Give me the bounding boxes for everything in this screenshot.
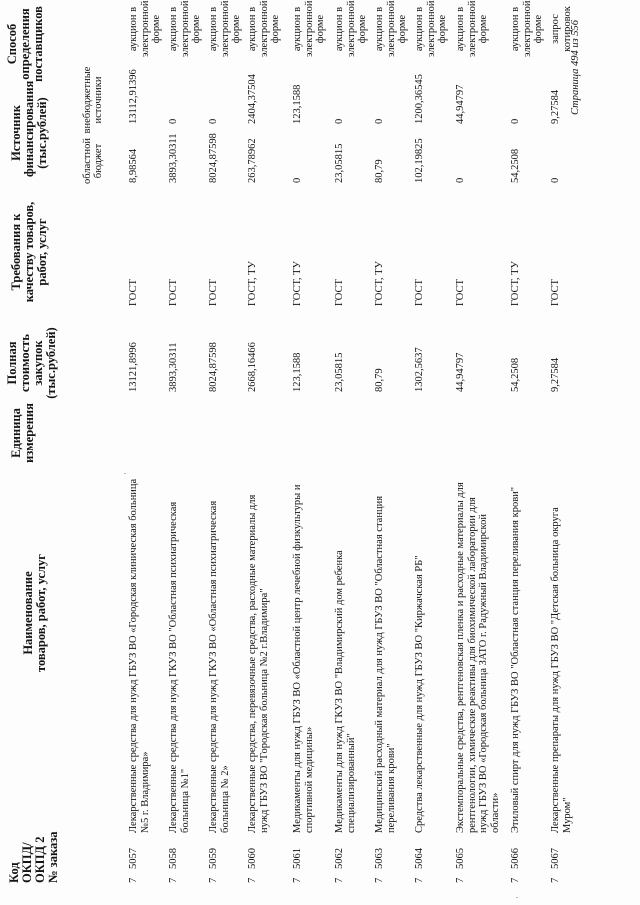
header-cost: Полная стоимость закупок (тыс.рублей)	[5, 327, 58, 399]
cell-name: Медикаменты для нужд ГКУЗ ВО "Владимирский дом ребенка специализированный"	[334, 550, 357, 833]
cell-method: аукцион в электронной форме	[334, 0, 368, 57]
cell-quality: ГОСТ	[128, 279, 139, 306]
cell-cost: 2668,16466	[247, 342, 258, 392]
cell-regional: 8,98564	[128, 148, 139, 183]
cell-cost: 13121,8996	[128, 342, 139, 392]
cell-okpd: 7	[550, 877, 561, 883]
cell-order: 5064	[414, 848, 425, 869]
cell-quality: ГОСТ	[455, 279, 466, 306]
cell-cost: 3893,30311	[168, 342, 179, 392]
scan-speck: ·	[512, 896, 522, 899]
cell-order: 5059	[208, 848, 219, 869]
cell-quality: ГОСТ, ТУ	[292, 261, 303, 306]
cell-extra: 123,1588	[292, 84, 303, 124]
cell-extra: 13112,91396	[128, 69, 139, 124]
header-source-extra: внебюджетные источники	[82, 66, 104, 134]
cell-regional: 0	[455, 177, 466, 183]
cell-cost: 54,2508	[510, 357, 521, 392]
cell-quality: ГОСТ, ТУ	[374, 261, 385, 306]
cell-order: 5062	[334, 848, 345, 869]
cell-quality: ГОСТ, ТУ	[247, 261, 258, 306]
cell-name: Экстемпоральные средства, рентгеновская пленка и расходные материалы для рентгенологии, химические реактивы для биохимической лаборатории для нужд ГБУЗ ВО «Городская больница ЗАТО г. Радужный Владимирской области»	[455, 482, 501, 833]
cell-name: Медикаменты для нужд ГБУЗ ВО «Областной центр лечебной физкультуры и спортивной медицины»	[292, 484, 315, 833]
cell-regional: 54,2508	[510, 148, 521, 183]
cell-quality: ГОСТ	[208, 279, 219, 306]
cell-cost: 44,94797	[455, 352, 466, 392]
cell-method: аукцион в электронной форме	[414, 0, 448, 57]
header-quality: Требования к качеству товаров, работ, услуг	[9, 201, 49, 303]
cell-order: 5063	[374, 848, 385, 869]
cell-quality: ГОСТ	[414, 279, 425, 306]
header-source-regional: областной бюджет	[82, 138, 104, 184]
cell-method: аукцион в электронной форме	[374, 0, 408, 57]
cell-order: 5066	[510, 848, 521, 869]
cell-method: аукцион в электронной форме	[168, 0, 202, 57]
cell-extra: 0	[510, 118, 521, 124]
cell-regional: 263,78962	[247, 138, 258, 183]
cell-order: 5060	[247, 848, 258, 869]
cell-quality: ГОСТ, ТУ	[510, 261, 521, 306]
cell-method: аукцион в электронной форме	[247, 0, 281, 57]
cell-extra: 44,94797	[455, 84, 466, 124]
page-number: Страница 494 из 556	[570, 19, 581, 115]
cell-order: 5061	[292, 848, 303, 869]
cell-extra: 0	[168, 118, 179, 124]
cell-cost: 23,05815	[334, 352, 345, 392]
cell-method: аукцион в электронной форме	[208, 0, 242, 57]
cell-okpd: 7	[374, 877, 385, 883]
cell-extra: 0	[208, 118, 219, 124]
cell-name: Лекарственные препараты для нужд ГБУЗ ВО "Детская больница округа Муром"	[550, 507, 573, 833]
cell-cost: 1302,5637	[414, 347, 425, 392]
header-code	[8, 813, 60, 883]
cell-extra: 0	[334, 118, 345, 124]
header-unit: Единица измерения	[9, 403, 36, 463]
scan-speck: ·	[120, 472, 130, 475]
cell-name: Средства лекарственные для нужд ГБУЗ ВО "Киржачская РБ"	[414, 555, 425, 833]
header-method: Способ определения поставщиков	[5, 6, 45, 82]
cell-method: аукцион в электронной форме	[510, 0, 544, 57]
cell-name: Лекарственные средства для нужд ГБУЗ ВО «Городская клиническая больница №5 г. Владимира»	[128, 478, 151, 833]
cell-cost: 8024,87598	[208, 342, 219, 392]
cell-regional: 3893,30311	[168, 133, 179, 183]
header-code-line: № заказа	[46, 831, 60, 883]
cell-name: Этиловый спирт для нужд ГБУЗ ВО "Областная станция переливания крови"	[510, 486, 521, 833]
cell-extra: 1200,36545	[414, 74, 425, 124]
cell-quality: ГОСТ	[168, 279, 179, 306]
cell-okpd: 7	[455, 877, 466, 883]
cell-extra: 0	[374, 118, 385, 124]
cell-okpd: 7	[208, 877, 219, 883]
cell-okpd: 7	[414, 877, 425, 883]
header-code-line: Код	[7, 862, 21, 883]
cell-method: аукцион в электронной форме	[128, 0, 162, 57]
header-code-line: ОКПД/	[20, 842, 34, 883]
cell-okpd: 7	[247, 877, 258, 883]
cell-regional: 102,19825	[414, 138, 425, 183]
cell-name: Лекарственные средства для нужд ГКУЗ ВО «Областная психиатрическая больница № 2»	[208, 500, 231, 833]
cell-okpd: 7	[510, 877, 521, 883]
cell-quality: ГОСТ	[334, 279, 345, 306]
cell-method: аукцион в электронной форме	[455, 0, 489, 57]
cell-order: 5057	[128, 848, 139, 869]
header-name: Наименование товаров, работ, услуг	[21, 554, 48, 672]
cell-okpd: 7	[128, 877, 139, 883]
cell-okpd: 7	[292, 877, 303, 883]
cell-regional: 23,05815	[334, 143, 345, 183]
cell-cost: 123,1588	[292, 352, 303, 392]
cell-quality: ГОСТ	[550, 279, 561, 306]
cell-regional: 80,79	[374, 159, 385, 183]
cell-order: 5058	[168, 848, 179, 869]
cell-regional: 0	[292, 177, 303, 183]
header-source: Источник финансирования (тыс.рублей)	[9, 80, 49, 177]
cell-cost: 80,79	[374, 368, 385, 392]
cell-name: Лекарственные средства, перевязочные средства, расходные материалы для нужд ГБУЗ ВО "Городская больница №2 г.Владимира"	[247, 494, 270, 833]
header-code-line: ОКПД 2	[33, 836, 47, 883]
cell-order: 5067	[550, 848, 561, 869]
cell-name: Лекарственные средства для нужд ГКУЗ ВО "Областная психиатрическая больница №1"	[168, 501, 191, 833]
cell-method: аукцион в электронной форме	[292, 0, 326, 57]
cell-method: запрос котировок	[550, 6, 573, 52]
cell-regional: 8024,87598	[208, 133, 219, 183]
cell-name: Медицинский расходный материал для нужд ГБУЗ ВО "Областная станция переливания крови"	[374, 495, 397, 833]
cell-order: 5065	[455, 848, 466, 869]
cell-cost: 9,27584	[550, 357, 561, 392]
cell-regional: 0	[550, 177, 561, 183]
cell-extra: 2404,37504	[247, 74, 258, 124]
cell-okpd: 7	[168, 877, 179, 883]
cell-okpd: 7	[334, 877, 345, 883]
cell-extra: 9,27584	[550, 89, 561, 124]
